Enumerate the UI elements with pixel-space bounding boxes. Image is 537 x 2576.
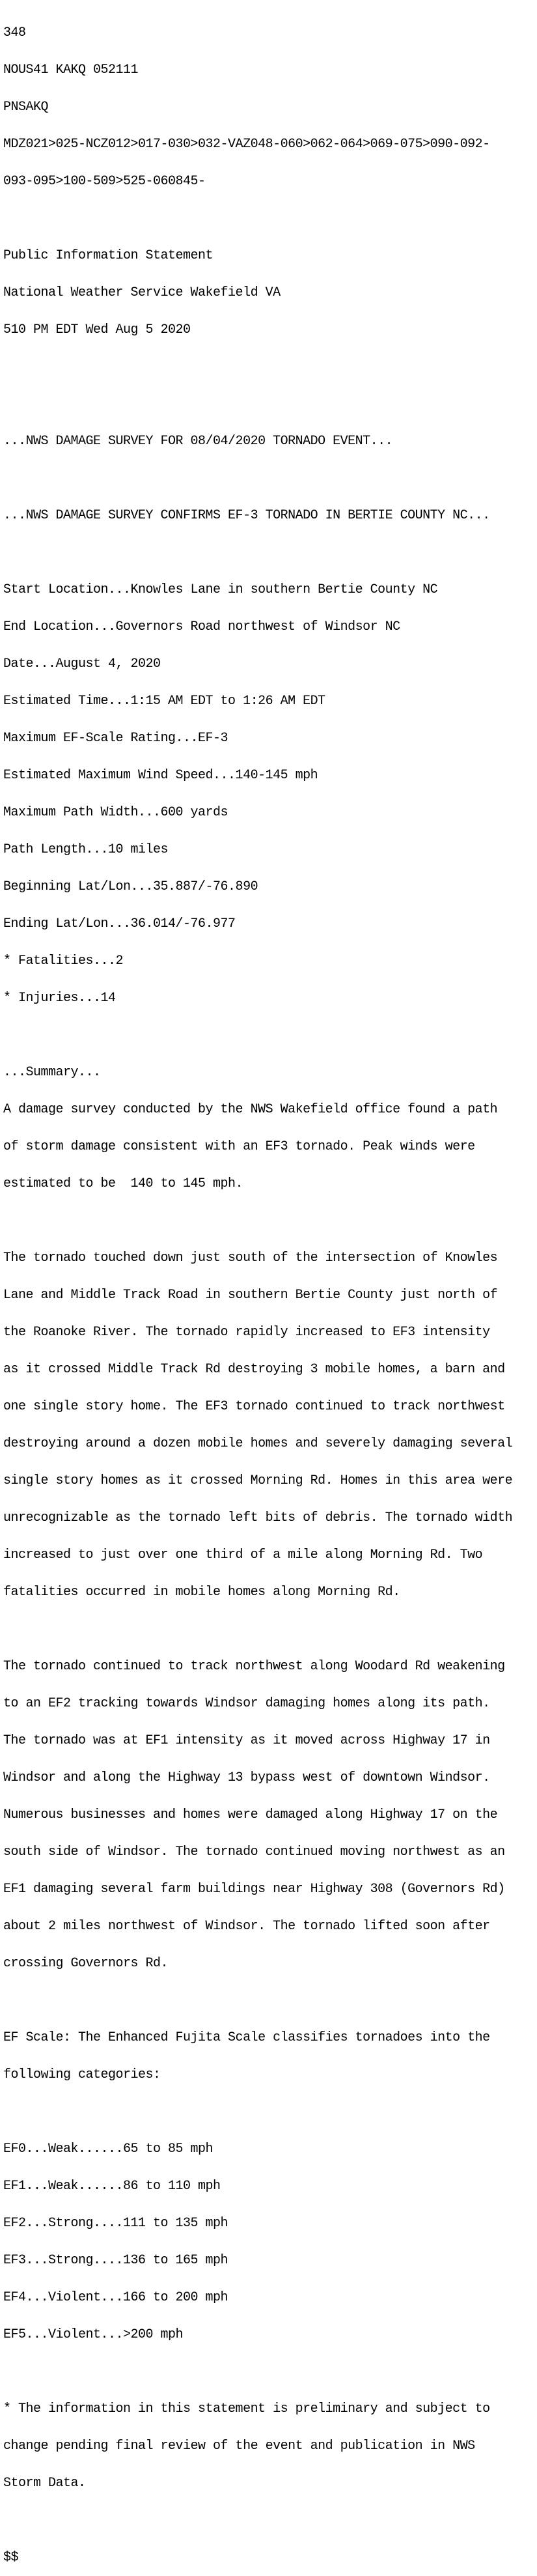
blank-line (3, 2366, 537, 2378)
narrative-paragraph-1: as it crossed Middle Track Rd destroying 3 mobile homes, a barn and (3, 1362, 505, 1377)
narrative-paragraph-2: Windsor and along the Highway 13 bypass west of downtown Windsor. (3, 1770, 490, 1785)
disclaimer: Storm Data. (3, 2476, 86, 2491)
blank-line (3, 1029, 537, 1041)
narrative-paragraph-1: one single story home. The EF3 tornado continued to track northwest (3, 1399, 505, 1414)
blank-line (3, 2514, 537, 2526)
narrative-paragraph-2: Numerous businesses and homes were damaged along Highway 17 on the (3, 1807, 498, 1822)
ending-lat-lon: Ending Lat/Lon...36.014/-76.977 (3, 916, 236, 931)
ef-scale-row-ef3: EF3...Strong....136 to 165 mph (3, 2253, 228, 2268)
ef-scale-row-ef4: EF4...Violent...166 to 200 mph (3, 2290, 228, 2305)
injuries: * Injuries...14 (3, 991, 116, 1006)
end-location: End Location...Governors Road northwest of Windsor NC (3, 619, 400, 634)
narrative-paragraph-1: destroying around a dozen mobile homes and severely damaging several (3, 1436, 513, 1451)
blank-line (3, 1215, 537, 1227)
ef-scale-row-ef2: EF2...Strong....111 to 135 mph (3, 2216, 228, 2231)
blank-line (3, 546, 537, 559)
awips-id: PNSAKQ (3, 100, 49, 115)
product-title: Public Information Statement (3, 248, 213, 263)
ugc-zone-codes-line-2: 093-095>100-509>525-060845- (3, 174, 206, 189)
max-ef-rating: Maximum EF-Scale Rating...EF-3 (3, 731, 228, 746)
blank-line (3, 2106, 537, 2118)
beginning-lat-lon: Beginning Lat/Lon...35.887/-76.890 (3, 879, 258, 894)
disclaimer: * The information in this statement is preliminary and subject to (3, 2401, 490, 2416)
blank-line (3, 398, 537, 410)
end-of-product-marker: $$ (3, 2550, 19, 2565)
summary-text: of storm damage consistent with an EF3 tornado. Peak winds were (3, 1139, 475, 1154)
narrative-paragraph-2: about 2 miles northwest of Windsor. The tornado lifted soon after (3, 1919, 490, 1934)
blank-line (3, 1623, 537, 1635)
narrative-paragraph-1: fatalities occurred in mobile homes along Morning Rd. (3, 1585, 400, 1600)
ef-scale-row-ef1: EF1...Weak......86 to 110 mph (3, 2179, 221, 2194)
ef-scale-intro: following categories: (3, 2067, 161, 2082)
narrative-paragraph-2: EF1 damaging several farm buildings near Highway 308 (Governors Rd) (3, 1882, 505, 1897)
confirmation-headline: ...NWS DAMAGE SURVEY CONFIRMS EF-3 TORNADO IN BERTIE COUNTY NC... (3, 508, 490, 523)
fatalities: * Fatalities...2 (3, 954, 124, 969)
blank-line (3, 1994, 537, 2007)
estimated-time: Estimated Time...1:15 AM EDT to 1:26 AM EDT (3, 694, 325, 709)
wmo-header: NOUS41 KAKQ 052111 (3, 63, 139, 78)
narrative-paragraph-2: The tornado was at EF1 intensity as it moved across Highway 17 in (3, 1733, 490, 1748)
narrative-paragraph-1: increased to just over one third of a mile along Morning Rd. Two (3, 1548, 483, 1563)
summary-text: estimated to be 140 to 145 mph. (3, 1176, 243, 1191)
narrative-paragraph-1: the Roanoke River. The tornado rapidly increased to EF3 intensity (3, 1325, 490, 1340)
narrative-paragraph-2: to an EF2 tracking towards Windsor damaging homes along its path. (3, 1696, 490, 1711)
max-path-width: Maximum Path Width...600 yards (3, 805, 228, 820)
narrative-paragraph-1: single story homes as it crossed Morning Rd. Homes in this area were (3, 1473, 513, 1488)
ef-scale-intro: EF Scale: The Enhanced Fujita Scale classifies tornadoes into the (3, 2030, 490, 2045)
event-date: Date...August 4, 2020 (3, 657, 161, 672)
blank-line (3, 472, 537, 485)
issuing-office: National Weather Service Wakefield VA (3, 285, 281, 300)
blank-line (3, 212, 537, 225)
max-wind-speed: Estimated Maximum Wind Speed...140-145 mph (3, 768, 318, 783)
blank-line (3, 361, 537, 373)
summary-text: A damage survey conducted by the NWS Wakefield office found a path (3, 1102, 498, 1117)
path-length: Path Length...10 miles (3, 842, 169, 857)
narrative-paragraph-2: south side of Windsor. The tornado continued moving northwest as an (3, 1845, 505, 1860)
product-sequence-number: 348 (3, 25, 26, 40)
disclaimer: change pending final review of the event and publication in NWS (3, 2439, 475, 2454)
issuance-time: 510 PM EDT Wed Aug 5 2020 (3, 322, 191, 337)
narrative-paragraph-2: crossing Governors Rd. (3, 1956, 169, 1971)
narrative-paragraph-1: unrecognizable as the tornado left bits of debris. The tornado width (3, 1510, 513, 1525)
summary-heading: ...Summary... (3, 1065, 101, 1080)
narrative-paragraph-1: The tornado touched down just south of the intersection of Knowles (3, 1251, 498, 1266)
ef-scale-row-ef5: EF5...Violent...>200 mph (3, 2327, 184, 2342)
ef-scale-row-ef0: EF0...Weak......65 to 85 mph (3, 2142, 213, 2157)
survey-headline: ...NWS DAMAGE SURVEY FOR 08/04/2020 TORNADO EVENT... (3, 434, 393, 449)
start-location: Start Location...Knowles Lane in southern Bertie County NC (3, 582, 438, 597)
narrative-paragraph-1: Lane and Middle Track Road in southern Bertie County just north of (3, 1288, 498, 1303)
ugc-zone-codes-line-1: MDZ021>025-NCZ012>017-030>032-VAZ048-060>062-064>069-075>090-092- (3, 137, 490, 152)
narrative-paragraph-2: The tornado continued to track northwest along Woodard Rd weakening (3, 1659, 505, 1674)
